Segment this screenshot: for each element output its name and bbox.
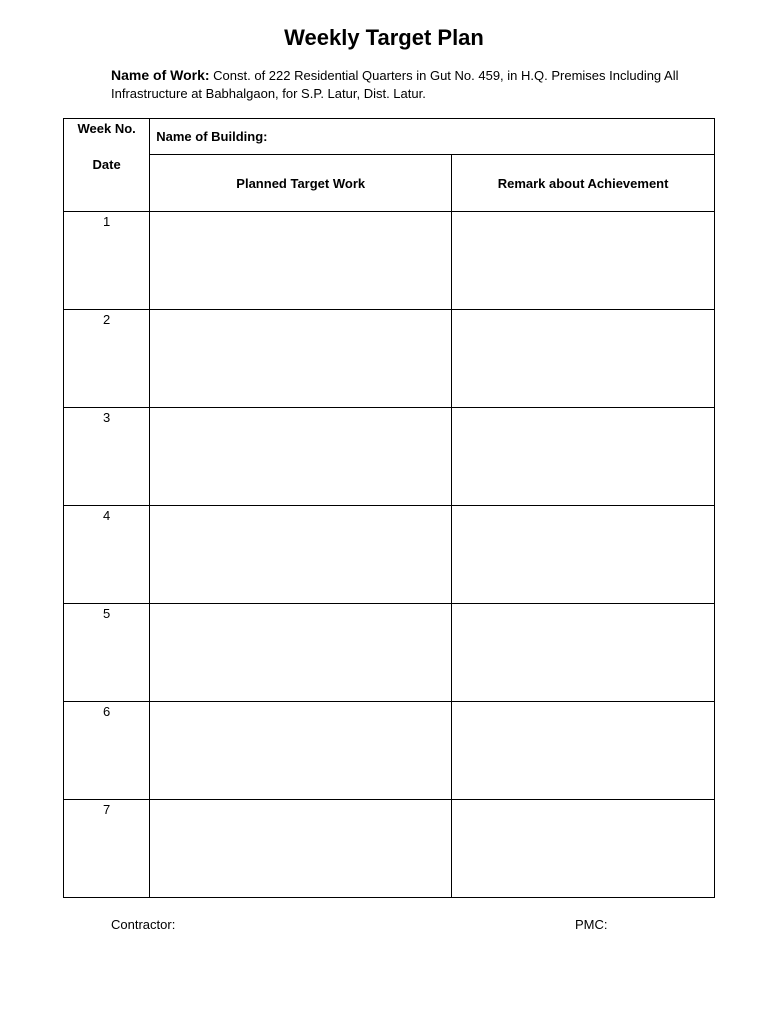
week-number: 1 (64, 212, 150, 310)
pmc-signature-label: PMC: (575, 917, 608, 932)
planned-target-work-header: Planned Target Work (150, 155, 452, 212)
week-no-header: Week No. (77, 121, 136, 136)
page-title: Weekly Target Plan (284, 25, 484, 50)
table-row (64, 212, 715, 310)
remark-about-achievement-header: Remark about Achievement (452, 155, 715, 212)
table-row (64, 800, 715, 898)
table-row (64, 702, 715, 800)
remark-cell[interactable] (452, 604, 715, 702)
table-row (64, 408, 715, 506)
table-row (64, 604, 715, 702)
week-number: 6 (64, 702, 150, 800)
week-number: 3 (64, 408, 150, 506)
weekly-plan-table (63, 118, 715, 898)
remark-cell[interactable] (452, 408, 715, 506)
contractor-signature-label: Contractor: (111, 917, 176, 932)
table-row (64, 506, 715, 604)
remark-cell[interactable] (452, 212, 715, 310)
remark-cell[interactable] (452, 702, 715, 800)
name-of-work-text: Const. of 222 Residential Quarters in Gut No. 459, in H.Q. Premises Including All Infrastructure at Babhalgaon, for S.P. Latur, Dist. Latur. (111, 68, 679, 101)
remark-cell[interactable] (452, 310, 715, 408)
planned-target-cell[interactable] (150, 212, 452, 310)
week-date-header (64, 119, 150, 212)
table-row (64, 310, 715, 408)
name-of-work (111, 66, 711, 103)
week-number: 5 (64, 604, 150, 702)
planned-target-cell[interactable] (150, 408, 452, 506)
date-header: Date (92, 157, 121, 172)
week-number: 7 (64, 800, 150, 898)
planned-target-cell[interactable] (150, 800, 452, 898)
remark-cell[interactable] (452, 800, 715, 898)
planned-target-cell[interactable] (150, 604, 452, 702)
week-number: 4 (64, 506, 150, 604)
planned-target-cell[interactable] (150, 506, 452, 604)
planned-target-cell[interactable] (150, 310, 452, 408)
planned-target-cell[interactable] (150, 702, 452, 800)
remark-cell[interactable] (452, 506, 715, 604)
name-of-work-label: Name of Work: (111, 67, 210, 83)
week-number: 2 (64, 310, 150, 408)
name-of-building: Name of Building: (150, 119, 715, 155)
